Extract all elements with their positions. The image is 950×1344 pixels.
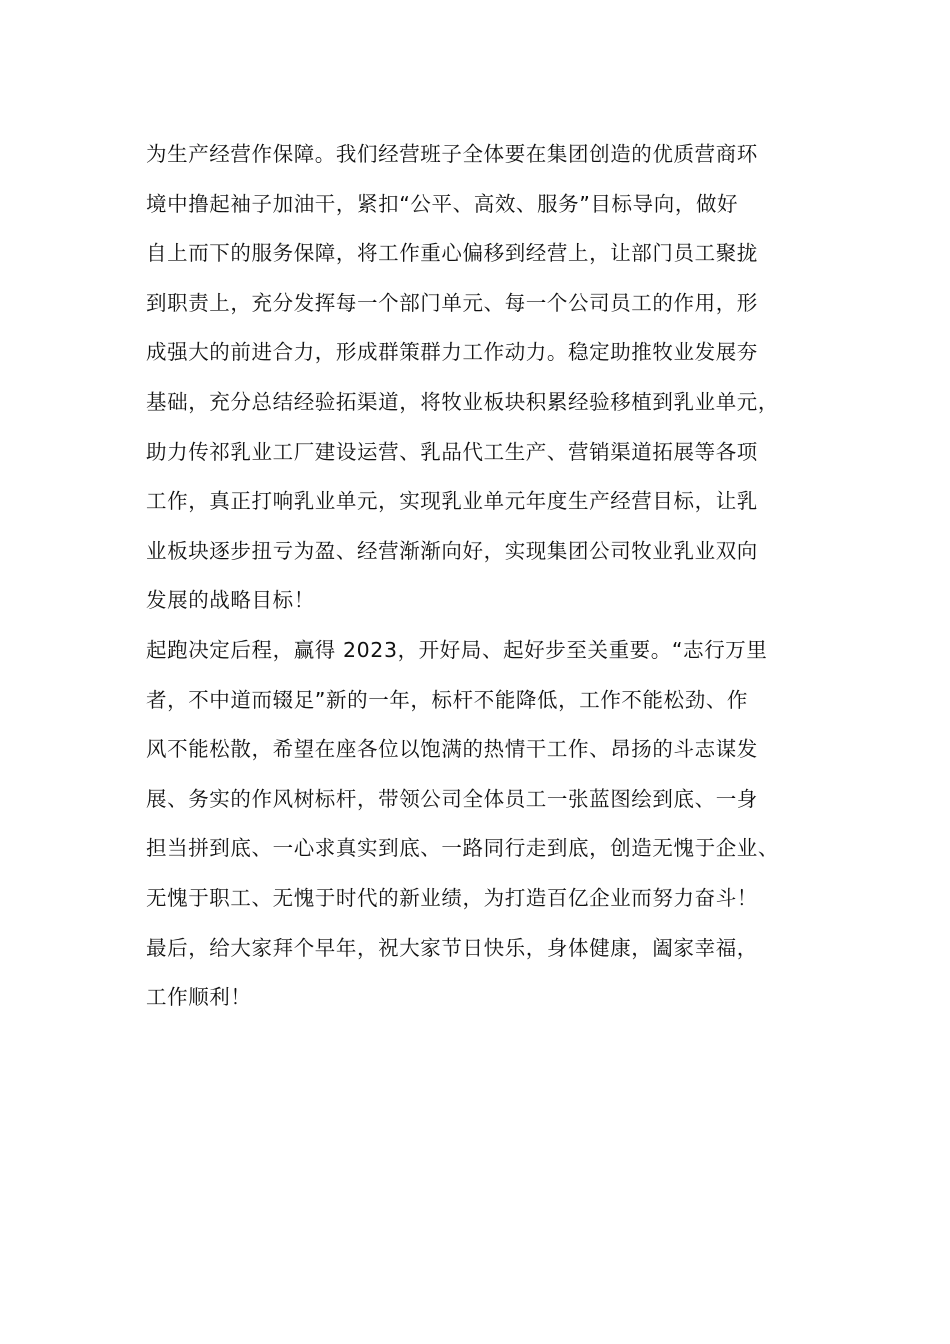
text-line: 风不能松散，希望在座各位以饱满的热情干工作、昂扬的斗志谋发: [146, 737, 758, 762]
text-line: 为生产经营作保障。我们经营班子全体要在集团创造的优质营商环: [146, 142, 758, 166]
text-line: 基础，充分总结经验拓渠道，将牧业板块积累经验移植到乳业单元，: [146, 389, 779, 414]
text-line: 境中撸起袖子加油干，紧扣“公平、高效、服务”目标导向，做好: [146, 191, 739, 216]
text-line: 无愧于职工、无愧于时代的新业绩，为打造百亿企业而努力奋斗！: [146, 885, 758, 910]
text-line: 工作，真正打响乳业单元，实现乳业单元年度生产经营目标，让乳: [146, 489, 758, 514]
text-line: 起跑决定后程，赢得 2023，开好局、起好步至关重要。“志行万里: [146, 637, 768, 662]
text-line: 工作顺利！: [146, 985, 252, 1010]
text-line: 成强大的前进合力，形成群策群力工作动力。稳定助推牧业发展夯: [146, 340, 758, 365]
text-line: 业板块逐步扭亏为盈、经营渐渐向好，实现集团公司牧业乳业双向: [146, 538, 758, 563]
text-line: 自上而下的服务保障，将工作重心偏移到经营上，让部门员工聚拢: [146, 241, 758, 266]
text-line: 最后，给大家拜个早年，祝大家节日快乐，身体健康，阖家幸福，: [146, 935, 758, 960]
text-line: 展、务实的作风树标杆，带领公司全体员工一张蓝图绘到底、一身: [146, 786, 758, 811]
text-line: 助力传祁乳业工厂建设运营、乳品代工生产、营销渠道拓展等各项: [146, 439, 758, 464]
document-body: [146, 130, 836, 1023]
text-line: 者，不中道而辍足”新的一年，标杆不能降低，工作不能松劲、作: [146, 687, 749, 712]
text-line: 到职责上，充分发挥每一个部门单元、每一个公司员工的作用，形: [146, 290, 758, 315]
text-line: 发展的战略目标！: [146, 588, 315, 613]
text-line: 担当拼到底、一心求真实到底、一路同行走到底，创造无愧于企业、: [146, 836, 779, 861]
